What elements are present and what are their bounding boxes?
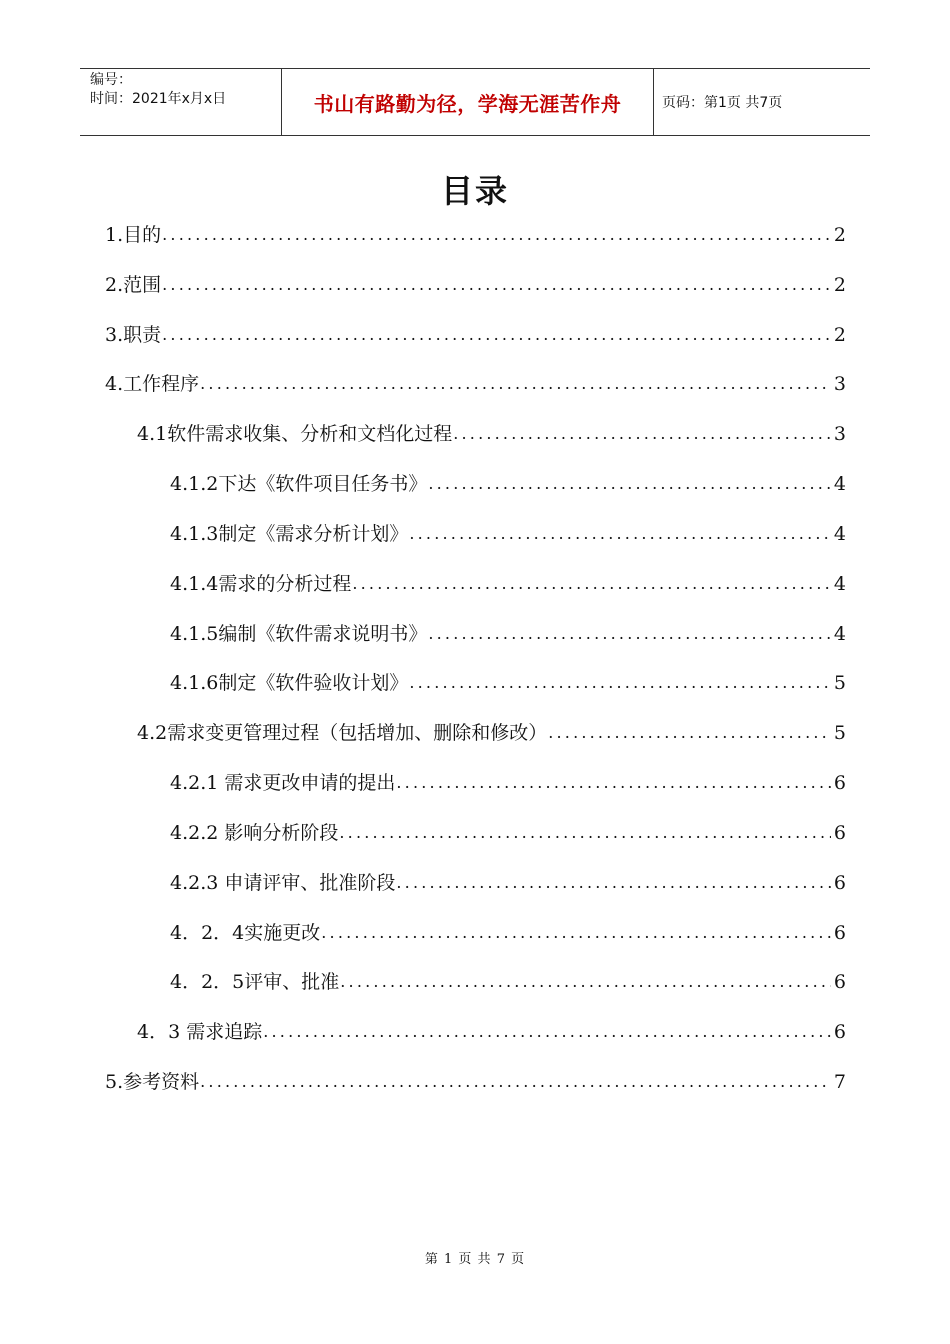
- toc-entry-text: 4.1.2下达《软件项目任务书》: [170, 473, 428, 495]
- toc-leader: [409, 522, 831, 546]
- toc-entry[interactable]: [170, 921, 846, 945]
- toc-entry[interactable]: [170, 970, 846, 994]
- toc-leader: [548, 721, 831, 745]
- toc-entry-text: 2.范围: [105, 274, 162, 296]
- toc-entry-page: 4: [833, 623, 846, 645]
- toc-entry-page: 4: [833, 523, 846, 545]
- toc-leader: [340, 970, 831, 994]
- toc-entry[interactable]: [170, 472, 846, 496]
- toc-leader: [453, 422, 831, 446]
- toc-leader: [162, 223, 831, 247]
- toc-entry-text: 4.2需求变更管理过程（包括增加、删除和修改）: [137, 722, 548, 744]
- toc-entry-text: 4.2.2 影响分析阶段: [170, 822, 339, 844]
- toc-entry-page: 6: [833, 1021, 846, 1043]
- toc-entry-text: 4.1软件需求收集、分析和文档化过程: [137, 423, 453, 445]
- toc-entry[interactable]: [105, 323, 846, 347]
- toc-leader: [396, 871, 831, 895]
- page-footer: 第 1 页 共 7 页: [424, 1252, 526, 1267]
- header-page-info: 页码：第1页 共7页: [662, 95, 783, 111]
- toc-entry-text: 4.1.3制定《需求分析计划》: [170, 523, 409, 545]
- toc-entry-text: 4.工作程序: [105, 373, 200, 395]
- toc-entry-text: 4．3 需求追踪: [137, 1021, 263, 1043]
- toc-entry-text: 4．2．5评审、批准: [170, 971, 340, 993]
- toc-entry-page: 7: [833, 1071, 846, 1093]
- toc-entry-text: 4.2.1 需求更改申请的提出: [170, 772, 396, 794]
- toc-entry[interactable]: [137, 422, 846, 446]
- toc-leader: [200, 1070, 831, 1094]
- toc-leader: [339, 821, 831, 845]
- toc-entry-text: 4.2.3 申请评审、批准阶段: [170, 872, 396, 894]
- toc-entry-page: 5: [833, 722, 846, 744]
- toc-entry[interactable]: [137, 721, 846, 745]
- toc-leader: [428, 622, 831, 646]
- toc-entry[interactable]: [105, 273, 846, 297]
- toc-entry-text: 4.1.5编制《软件需求说明书》: [170, 623, 428, 645]
- toc-entry-page: 2: [833, 224, 846, 246]
- toc-entry-page: 6: [833, 872, 846, 894]
- toc-entry[interactable]: [170, 871, 846, 895]
- toc-entry-text: 4．2．4实施更改: [170, 922, 321, 944]
- toc-entry[interactable]: [105, 372, 846, 396]
- toc-leader: [162, 273, 831, 297]
- number-label: 编号：: [90, 72, 132, 88]
- toc-leader: [396, 771, 831, 795]
- toc-entry[interactable]: [170, 821, 846, 845]
- toc-entry[interactable]: [105, 223, 846, 247]
- toc-entry[interactable]: [170, 771, 846, 795]
- toc-entry-page: 5: [833, 672, 846, 694]
- toc-entry[interactable]: [170, 522, 846, 546]
- toc-leader: [200, 372, 831, 396]
- toc-entry[interactable]: [170, 622, 846, 646]
- toc-entry-page: 4: [833, 573, 846, 595]
- toc-entry-page: 4: [833, 473, 846, 495]
- toc-entry-page: 3: [833, 423, 846, 445]
- toc-entry[interactable]: [105, 1070, 846, 1094]
- page-title: 目录: [440, 172, 509, 210]
- toc-entry-page: 6: [833, 922, 846, 944]
- toc-entry-page: 6: [833, 822, 846, 844]
- toc-entry-page: 2: [833, 324, 846, 346]
- toc-entry[interactable]: [137, 1020, 846, 1044]
- toc-leader: [162, 323, 831, 347]
- header-motto: 书山有路勤为径，学海无涯苦作舟: [282, 69, 654, 135]
- toc-leader: [263, 1020, 831, 1044]
- toc-entry-page: 6: [833, 772, 846, 794]
- toc-leader: [428, 472, 831, 496]
- toc-leader: [409, 671, 831, 695]
- toc-entry-text: 5.参考资料: [105, 1071, 200, 1093]
- toc-entry-page: 2: [833, 274, 846, 296]
- toc-entry[interactable]: [170, 671, 846, 695]
- toc-entry[interactable]: [170, 572, 846, 596]
- toc-entry-page: 3: [833, 373, 846, 395]
- toc-entry-text: 3.职责: [105, 324, 162, 346]
- toc-leader: [321, 921, 831, 945]
- toc-entry-text: 4.1.4需求的分析过程: [170, 573, 352, 595]
- toc-entry-text: 4.1.6制定《软件验收计划》: [170, 672, 409, 694]
- toc-entry-text: 1.目的: [105, 224, 162, 246]
- time-label: 时间：2021年x月x日: [90, 91, 227, 107]
- toc-entry-page: 6: [833, 971, 846, 993]
- toc-leader: [352, 572, 831, 596]
